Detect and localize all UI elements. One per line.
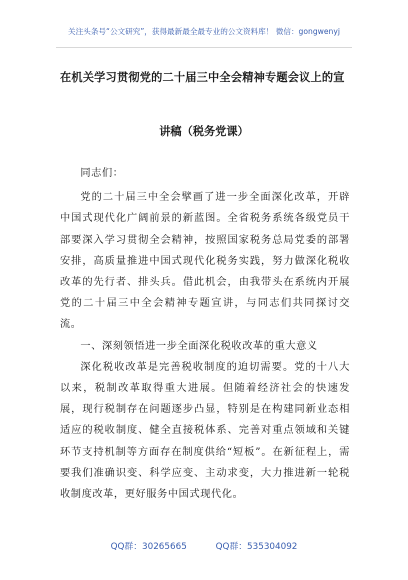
salutation: 同志们：: [80, 168, 124, 179]
footer-qq-group-2: QQ群：535304092: [215, 542, 298, 552]
document-title-line-1: 在机关学习贯彻党的二十届三中全会精神专题会议上的宣: [60, 71, 345, 84]
header-divider: [56, 47, 352, 48]
document-title-line-2: 讲稿（税务党课）: [159, 125, 249, 138]
footer-qq-group-1: QQ群：30265665: [110, 542, 187, 552]
section-heading-1: 一、深刻领悟进一步全面深化税收改革的重大意义: [80, 340, 318, 352]
paragraph-intro: 党的二十届三中全会擘画了进一步全面深化改革，开辟中国式现代化广阔前景的新蓝图。全省税务系统各级党员干部要深入学习贯彻全会精神，按照国家税务总局党委的部署安排，高质量推进中国式现代化税务实践，努力做深化税收改革的先行者、排头兵。借此机会，由我带头在系统内开展党的二十届三中全会精神专题宣讲，与同志们共同探讨交流。: [60, 192, 350, 331]
document-body: [60, 163, 350, 505]
paragraph-reform-need: 深化税收改革是完善税收制度的迫切需要。党的十八大以来，税制改革取得重大进展。但随着经济社会的快速发展，现行税制存在问题逐步凸显，特别是在构建同新业态相适应的税收制度、健全直接税体系、完善对重点领域和关键环节支持机制等方面存在制度供给“短板”。在新征程上，需要我们准确识变、科学应变、主动求变，大力推进新一轮税收制度改革，更好服务中国式现代化。: [60, 361, 350, 501]
header-banner: 关注头条号“公文研究”，获得最新最全最专业的公文资料库！ 微信：gongwenyj: [68, 27, 340, 36]
footer-contacts: [0, 539, 408, 552]
